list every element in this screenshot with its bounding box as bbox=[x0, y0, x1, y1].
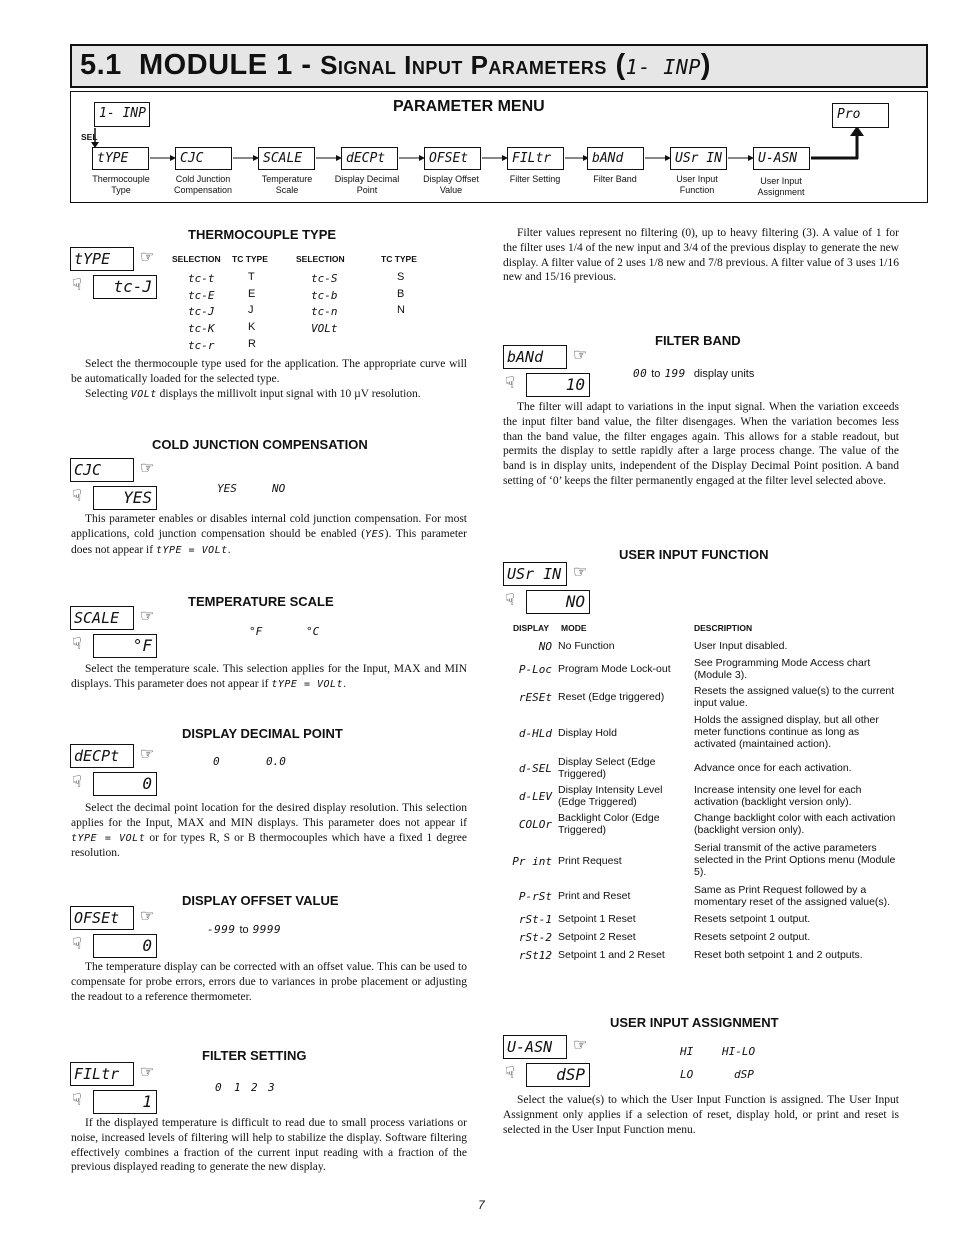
paragraph bbox=[71, 387, 467, 403]
section-title bbox=[80, 49, 711, 82]
menu-item-display: bANd bbox=[587, 147, 644, 170]
param-display-bottom: tc-J bbox=[93, 275, 157, 299]
row-description: Holds the assigned display, but all other meter functions continue as long as activated (maintained action). bbox=[694, 714, 879, 750]
table-header: MODE bbox=[561, 623, 587, 633]
decpt-description bbox=[71, 801, 467, 861]
text: ). This parameter does not appear if bbox=[71, 527, 467, 556]
band-description bbox=[503, 400, 899, 489]
param-display-top: SCALE bbox=[70, 606, 134, 630]
hand-down-icon: ☟ bbox=[72, 774, 82, 791]
row-mode: Print Request bbox=[558, 855, 622, 867]
text: Select the temperature scale. This selection applies for the Input, MAX and MIN displays. This parameter does not appear if bbox=[71, 663, 467, 690]
range-to: 199 bbox=[664, 367, 686, 380]
offset-description bbox=[71, 960, 467, 1004]
row-description: User Input disabled. bbox=[694, 640, 788, 652]
row-mode: Setpoint 1 Reset bbox=[558, 913, 636, 925]
row-mode: Print and Reset bbox=[558, 890, 631, 902]
module-label: MODULE 1 - bbox=[138, 49, 312, 81]
hand-point-icon: ☞ bbox=[140, 746, 155, 763]
hand-point-icon: ☞ bbox=[573, 347, 588, 364]
hand-down-icon: ☟ bbox=[505, 592, 515, 609]
filter-description bbox=[71, 1116, 467, 1175]
tc-type: J bbox=[248, 304, 254, 316]
paren-close: ) bbox=[700, 49, 712, 81]
menu-item-caption: User Input Assignment bbox=[757, 176, 805, 197]
row-mode: Backlight Color (Edge Triggered) bbox=[558, 812, 660, 836]
option-value: 1 bbox=[234, 1081, 241, 1094]
offset-heading: DISPLAY OFFSET VALUE bbox=[182, 893, 339, 908]
usrin-heading: USER INPUT FUNCTION bbox=[619, 547, 769, 562]
menu-item-display: tYPE bbox=[92, 147, 149, 170]
row-code: rSt-1 bbox=[518, 913, 552, 926]
text: or for types R, S or B thermocouples which have a fixed 1 degree resolution. bbox=[71, 831, 467, 860]
option-value: °C bbox=[306, 625, 320, 638]
hand-point-icon: ☞ bbox=[573, 1037, 588, 1054]
row-description: Resets setpoint 2 output. bbox=[694, 931, 811, 943]
row-mode: Display Select (Edge Triggered) bbox=[558, 756, 656, 780]
table-header: TC TYPE bbox=[381, 254, 417, 264]
text: Select the decimal point location for the desired display resolution. This selection applies for the Input, MAX and MIN displays. This parameter does not appear if bbox=[71, 802, 467, 829]
cjc-description bbox=[71, 512, 467, 558]
row-mode: No Function bbox=[558, 640, 615, 652]
tc-selection: tc-r bbox=[188, 339, 215, 352]
menu-item-caption: Thermocouple Type bbox=[92, 174, 150, 195]
parameter-menu-heading: PARAMETER MENU bbox=[393, 98, 545, 115]
tc-selection: tc-J bbox=[188, 305, 215, 318]
row-description: Increase intensity one level for each activation (backlight version only). bbox=[694, 784, 862, 808]
table-header: TC TYPE bbox=[232, 254, 268, 264]
tc-type: S bbox=[397, 271, 405, 283]
row-description: Serial transmit of the active parameters selected in the Print Options menu (Module 5). bbox=[694, 842, 896, 878]
scale-heading: TEMPERATURE SCALE bbox=[188, 594, 334, 609]
hand-point-icon: ☞ bbox=[140, 608, 155, 625]
paragraph: The temperature display can be corrected with an offset value. This can be used to compensate for probe errors, errors due to variances in probe placement or adjusting the readout to a reference thermometer. bbox=[71, 961, 467, 1003]
inline-code: YES bbox=[365, 528, 385, 540]
filter-heading: FILTER SETTING bbox=[202, 1048, 307, 1063]
row-code: rESEt bbox=[518, 691, 552, 704]
option-value: LO bbox=[680, 1068, 694, 1081]
paragraph: Select the thermocouple type used for the application. The appropriate curve will be automatically loaded for the selected type. bbox=[71, 358, 467, 385]
option-value: HI-LO bbox=[722, 1045, 756, 1058]
param-display-bottom: 0 bbox=[93, 772, 157, 796]
param-display-bottom: 10 bbox=[526, 373, 590, 397]
section-number: 5.1 bbox=[80, 49, 122, 81]
menu-item-display: SCALE bbox=[258, 147, 315, 170]
range-unit: display units bbox=[693, 368, 755, 380]
hand-down-icon: ☟ bbox=[72, 277, 82, 294]
option-value: 0.0 bbox=[266, 755, 286, 768]
param-display-top: dECPt bbox=[70, 744, 134, 768]
table-header: SELECTION bbox=[296, 254, 345, 264]
paragraph bbox=[71, 662, 467, 693]
menu-item-display: OFSEt bbox=[424, 147, 481, 170]
menu-entry-display: 1- INP bbox=[94, 102, 150, 127]
hand-down-icon: ☟ bbox=[72, 936, 82, 953]
hand-down-icon: ☟ bbox=[72, 488, 82, 505]
thermocouple-heading: THERMOCOUPLE TYPE bbox=[188, 227, 337, 242]
hand-down-icon: ☟ bbox=[72, 1092, 82, 1109]
row-code: rSt12 bbox=[518, 949, 552, 962]
range-from: -999 bbox=[207, 923, 236, 936]
tc-type: B bbox=[397, 288, 405, 300]
menu-item-display: dECPt bbox=[341, 147, 398, 170]
hand-point-icon: ☞ bbox=[140, 460, 155, 477]
range-to-word: to bbox=[239, 924, 249, 936]
option-value: HI bbox=[680, 1045, 694, 1058]
band-range bbox=[633, 364, 754, 382]
row-code: Pr int bbox=[512, 855, 552, 868]
paragraph: If the displayed temperature is difficult to read due to small process variations or noise, increased levels of filtering will help to stabilize the display. Software filtering effectively combines a fraction of the current input reading with a fraction of the previous displayed reading to generate the new display. bbox=[71, 1117, 467, 1174]
tc-type: T bbox=[248, 271, 255, 283]
param-display-top: CJC bbox=[70, 458, 134, 482]
option-value: 0 bbox=[213, 755, 220, 768]
param-display-bottom: °F bbox=[93, 634, 157, 658]
hand-point-icon: ☞ bbox=[140, 1064, 155, 1081]
param-display-top: U-ASN bbox=[503, 1035, 567, 1059]
text: This parameter enables or disables internal cold junction compensation. For most applications, cold junction compensation should be enabled ( bbox=[71, 513, 467, 540]
row-code: rSt-2 bbox=[518, 931, 552, 944]
row-code: d-SEL bbox=[518, 762, 552, 775]
tc-selection: tc-K bbox=[188, 322, 215, 335]
text: displays the millivolt input signal with 10 µV resolution. bbox=[156, 387, 421, 400]
menu-item-caption: Temperature Scale bbox=[261, 174, 313, 195]
menu-item-caption: Filter Setting bbox=[509, 174, 561, 184]
hand-point-icon: ☞ bbox=[140, 908, 155, 925]
row-mode: Display Hold bbox=[558, 727, 617, 739]
option-value: 3 bbox=[268, 1081, 275, 1094]
row-code: P-rSt bbox=[518, 890, 552, 903]
option-value: °F bbox=[249, 625, 263, 638]
tc-type: K bbox=[248, 321, 256, 333]
section-title-bar bbox=[70, 44, 928, 88]
uasn-heading: USER INPUT ASSIGNMENT bbox=[610, 1015, 779, 1030]
tc-selection: tc-S bbox=[311, 272, 338, 285]
offset-range bbox=[207, 920, 281, 938]
row-description: Reset both setpoint 1 and 2 outputs. bbox=[694, 949, 863, 961]
option-value: dSP bbox=[734, 1068, 754, 1081]
param-display-top: OFSEt bbox=[70, 906, 134, 930]
row-mode: Setpoint 2 Reset bbox=[558, 931, 636, 943]
menu-item-display: CJC bbox=[175, 147, 232, 170]
menu-end-display: Pro bbox=[832, 103, 889, 128]
module-name: Signal Input Parameters bbox=[320, 50, 607, 80]
hand-down-icon: ☟ bbox=[505, 375, 515, 392]
row-mode: Program Mode Lock-out bbox=[558, 663, 671, 675]
range-to: 9999 bbox=[252, 923, 282, 936]
row-description: Change backlight color with each activation (backlight version only). bbox=[694, 812, 896, 836]
paragraph: Filter values represent no filtering (0), up to heavy filtering (3). A value of 1 for the filter uses 1/4 of the new input and 3/4 of the previous display to generate the new display. A filter value of 2 uses 1/8 new and 7/8 previous. A filter value of 3 uses 1/16 new and 15/16 previous. bbox=[503, 227, 899, 284]
tc-type: N bbox=[397, 304, 405, 316]
paragraph: Select the value(s) to which the User Input Function is assigned. The User Input Assignment only applies if a selection of reset, display hold, or print and reset is selected in the User Input Function menu. bbox=[503, 1094, 899, 1136]
menu-item-caption: Filter Band bbox=[593, 174, 637, 184]
module-code: 1- INP bbox=[625, 55, 701, 79]
menu-item-display: U-ASN bbox=[753, 147, 810, 170]
decpt-heading: DISPLAY DECIMAL POINT bbox=[182, 726, 343, 741]
page-number: 7 bbox=[478, 1198, 485, 1212]
param-display-top: tYPE bbox=[70, 247, 134, 271]
row-description: Same as Print Request followed by a momentary reset of the assigned value(s). bbox=[694, 884, 891, 908]
param-display-bottom: 1 bbox=[93, 1090, 157, 1114]
scale-description bbox=[71, 662, 467, 693]
thermocouple-description bbox=[71, 357, 467, 402]
table-header: SELECTION bbox=[172, 254, 221, 264]
inline-code: tYPE = VOLt bbox=[271, 678, 344, 690]
menu-item-caption: Display Offset Value bbox=[423, 174, 479, 195]
tc-selection: tc-E bbox=[188, 289, 215, 302]
paragraph: The filter will adapt to variations in the input signal. When the variation exceeds the input filter band value, the filter disengages. When the variation becomes less than the band value, the filter engages again. This allows for a stable readout, but permits the display to settle rapidly after a large process change. The value of the band is in display units, independent of the Display Decimal Point position. A band setting of ‘0’ keeps the filter permanently engaged at the filter level selected above. bbox=[503, 401, 899, 487]
tc-selection: tc-n bbox=[311, 305, 338, 318]
param-display-bottom: dSP bbox=[526, 1063, 590, 1087]
param-display-top: bANd bbox=[503, 345, 567, 369]
inline-code: tYPE = VOLt bbox=[155, 544, 228, 556]
band-heading: FILTER BAND bbox=[655, 333, 741, 348]
row-code: NO bbox=[538, 640, 552, 653]
inline-code: VOLt bbox=[130, 388, 157, 400]
row-code: COLOr bbox=[518, 818, 552, 831]
paragraph bbox=[71, 801, 467, 861]
param-display-top: USr IN bbox=[503, 562, 567, 586]
row-description: Resets the assigned value(s) to the current input value. bbox=[694, 685, 895, 709]
tc-selection: tc-t bbox=[188, 272, 215, 285]
option-value: NO bbox=[272, 482, 286, 495]
row-description: Advance once for each activation. bbox=[694, 762, 852, 774]
cjc-heading: COLD JUNCTION COMPENSATION bbox=[152, 437, 368, 452]
row-description: Resets setpoint 1 output. bbox=[694, 913, 811, 925]
hand-point-icon: ☞ bbox=[140, 249, 155, 266]
row-description: See Programming Mode Access chart (Module 3). bbox=[694, 657, 871, 681]
param-display-top: FILtr bbox=[70, 1062, 134, 1086]
paren-open: ( bbox=[615, 49, 626, 81]
row-mode: Setpoint 1 and 2 Reset bbox=[558, 949, 665, 961]
row-code: P-Loc bbox=[518, 663, 552, 676]
range-to-word: to bbox=[651, 368, 661, 380]
menu-item-caption: User Input Function bbox=[676, 174, 718, 195]
hand-down-icon: ☟ bbox=[505, 1065, 515, 1082]
option-value: 2 bbox=[251, 1081, 258, 1094]
tc-type: R bbox=[248, 338, 256, 350]
hand-point-icon: ☞ bbox=[573, 564, 588, 581]
inline-code: tYPE = VOLt bbox=[71, 832, 146, 844]
option-value: YES bbox=[217, 482, 237, 495]
tc-type: E bbox=[248, 288, 256, 300]
menu-item-display: USr IN bbox=[670, 147, 727, 170]
row-code: d-HLd bbox=[518, 727, 552, 740]
tc-selection: tc-b bbox=[311, 289, 338, 302]
parameter-menu bbox=[70, 91, 928, 203]
text: Selecting bbox=[85, 387, 131, 400]
menu-item-caption: Display Decimal Point bbox=[334, 174, 400, 195]
text: . bbox=[343, 677, 346, 690]
filter-values-description bbox=[503, 226, 899, 285]
menu-item-caption: Cold Junction Compensation bbox=[173, 174, 233, 195]
menu-item-display: FILtr bbox=[507, 147, 564, 170]
table-header: DESCRIPTION bbox=[694, 623, 753, 633]
row-code: d-LEV bbox=[518, 790, 552, 803]
param-display-bottom: YES bbox=[93, 486, 157, 510]
sel-label: SEL bbox=[81, 132, 98, 142]
row-mode: Display Intensity Level (Edge Triggered) bbox=[558, 784, 663, 808]
table-header: DISPLAY bbox=[513, 623, 550, 633]
hand-down-icon: ☟ bbox=[72, 636, 82, 653]
row-mode: Reset (Edge triggered) bbox=[558, 691, 665, 703]
text: . bbox=[227, 543, 231, 556]
range-from: 00 bbox=[633, 367, 648, 380]
param-display-bottom: 0 bbox=[93, 934, 157, 958]
option-value: 0 bbox=[215, 1081, 222, 1094]
paragraph bbox=[71, 512, 467, 558]
tc-selection: VOLt bbox=[311, 322, 338, 335]
param-display-bottom: NO bbox=[526, 590, 590, 614]
uasn-description bbox=[503, 1093, 899, 1137]
